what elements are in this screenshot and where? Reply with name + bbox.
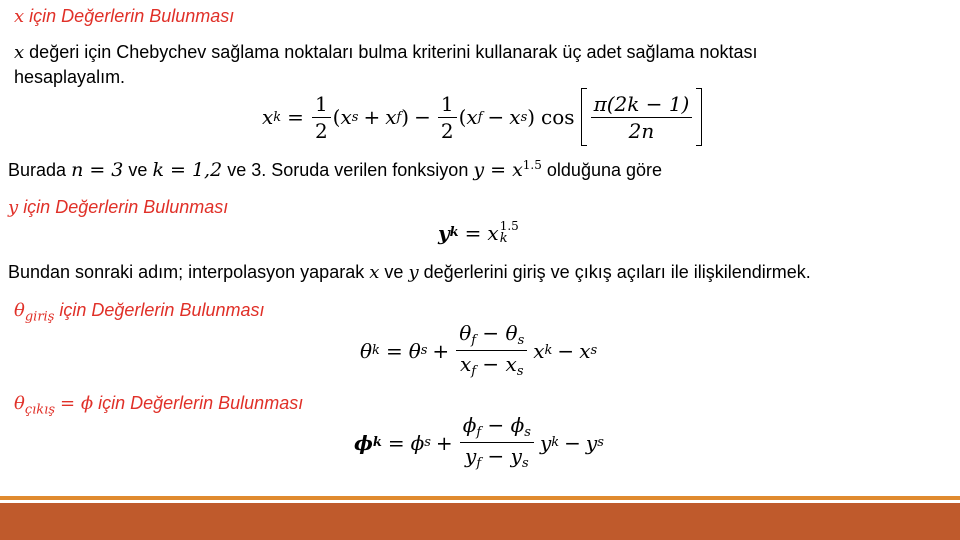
sub: k: [372, 435, 382, 451]
den: 2: [440, 118, 454, 143]
den: $x_f - x_s$: [459, 352, 524, 380]
paragraph-1-line-2: hesaplayalım.: [14, 67, 126, 87]
x-s-2: x: [509, 105, 521, 129]
fraction-angle: [591, 93, 693, 142]
heading-var: x: [14, 6, 25, 27]
y-equation: y k = x 1.5 k: [438, 219, 519, 246]
section-phi-heading: [14, 393, 303, 418]
math-n: n = 3: [71, 159, 124, 181]
math-k: k = 1,2: [152, 159, 223, 181]
x-s: x: [340, 105, 352, 129]
heading-var: θ: [14, 393, 25, 414]
text: değerlerini giriş ve çıkış açıları ile ilişkilendirmek.: [423, 262, 811, 282]
num: 1: [438, 93, 457, 118]
footer-bar: [0, 503, 960, 540]
eq-lhs: θ: [360, 338, 373, 363]
heading-text: için Değerlerin Bulunması: [23, 197, 229, 217]
x-f-2: x: [466, 105, 478, 129]
text: Bundan sonraki adım; interpolasyon yaparak: [8, 262, 365, 282]
theta: θ: [408, 338, 421, 363]
text: ve 3. Soruda verilen fonksiyon: [227, 160, 469, 180]
y: y: [465, 444, 477, 469]
s: s: [521, 456, 529, 472]
s: f: [476, 456, 482, 472]
sub-f: f: [396, 109, 402, 125]
sub: s: [597, 435, 604, 451]
text: ve: [128, 160, 148, 180]
heading-var: θ: [14, 300, 25, 321]
math-y: y = x: [473, 159, 523, 181]
text: olduğuna göre: [546, 160, 663, 180]
sub-s: s: [351, 109, 359, 125]
sup-sub: [500, 220, 519, 245]
sub-s-2: s: [520, 109, 528, 125]
t: θ: [505, 321, 518, 345]
y: y: [510, 444, 522, 469]
sup: 1.5: [499, 219, 519, 233]
phi-equation: ϕ k = ϕ s + $\frac{\phi_f - \phi_s}{y_f - y_s}$ y k − y s: [354, 413, 604, 472]
den: 2n: [628, 118, 655, 143]
phi: ϕ: [410, 430, 425, 455]
num: 1: [312, 93, 331, 118]
text: Burada: [8, 160, 67, 180]
y: y: [585, 430, 598, 455]
sub: k: [551, 435, 560, 451]
x: x: [505, 352, 517, 377]
heading-sub: giriş: [24, 309, 55, 325]
paragraph-text: değeri için Chebychev sağlama noktaları bulma kriterini kullanarak üç adet sağlama noktası: [29, 42, 758, 62]
heading-eq: = ϕ: [60, 393, 94, 414]
inline-var: x: [14, 42, 25, 63]
chebyshev-equation: x k = $\frac{1}{2}$ ( x s + x f ) − $\frac{1}{2}$ ( x f − x s ) cos $\frac{\pi(2k - 1)}{2n}$: [262, 88, 702, 146]
p: ϕ: [462, 413, 477, 437]
x: x: [579, 338, 591, 363]
p: ϕ: [510, 413, 525, 437]
left-bracket: [581, 88, 587, 146]
s: f: [476, 425, 482, 440]
accent-line: [0, 496, 960, 500]
sub: k: [499, 231, 508, 246]
eq-x: x: [487, 220, 499, 245]
text: ve: [384, 262, 404, 282]
theta-equation: θ k = θ s + $\frac{\theta_f - \theta_s}{x_f - x_s}$ x k − x s: [360, 321, 598, 380]
sub: s: [424, 435, 431, 451]
section-y-heading: [8, 197, 228, 218]
cos: cos: [541, 105, 575, 129]
paragraph-3: [8, 262, 811, 283]
paragraph-1-line-1: [14, 42, 758, 63]
paragraph-2: [8, 158, 662, 181]
num: $\phi_f - \phi_s$: [460, 414, 534, 443]
sub-f-2: f: [477, 109, 483, 125]
s: f: [471, 333, 477, 348]
eq-sub: k: [273, 109, 282, 125]
s: s: [517, 333, 525, 348]
section-x-heading: [14, 6, 234, 27]
sub: s: [420, 343, 428, 359]
s: s: [524, 425, 531, 440]
heading-text: için Değerlerin Bulunması: [59, 300, 265, 320]
math-y: y: [408, 262, 419, 283]
s: s: [516, 364, 524, 380]
t: θ: [459, 321, 472, 345]
math-x: x: [369, 262, 380, 283]
den: $y_f - y_s$: [465, 444, 529, 472]
heading-text: için Değerlerin Bulunması: [98, 393, 304, 413]
num: $\theta_f - \theta_s$: [456, 322, 527, 351]
x: x: [459, 352, 472, 377]
fraction-half-2: [438, 93, 457, 142]
x: x: [533, 338, 545, 363]
sub: k: [372, 343, 380, 359]
num: π(2k − 1): [591, 93, 693, 118]
eq-lhs: x: [262, 105, 274, 129]
eq-lhs: ϕ: [354, 430, 373, 455]
theta-fraction: [456, 322, 527, 380]
heading-text: için Değerlerin Bulunması: [29, 6, 235, 26]
phi-fraction: [460, 414, 534, 472]
sub: k: [544, 343, 553, 359]
sub: s: [590, 343, 598, 359]
y: y: [539, 430, 552, 455]
s: f: [471, 364, 477, 380]
right-bracket: [696, 88, 702, 146]
heading-sub: çıkış: [24, 402, 55, 418]
x-f: x: [385, 105, 397, 129]
fraction-half: [312, 93, 331, 142]
exponent: 1.5: [522, 158, 542, 172]
den: 2: [314, 118, 328, 143]
heading-var: y: [8, 197, 19, 218]
section-theta-heading: [14, 300, 264, 325]
eq-y: y: [438, 220, 450, 245]
sub-k: k: [449, 225, 459, 240]
